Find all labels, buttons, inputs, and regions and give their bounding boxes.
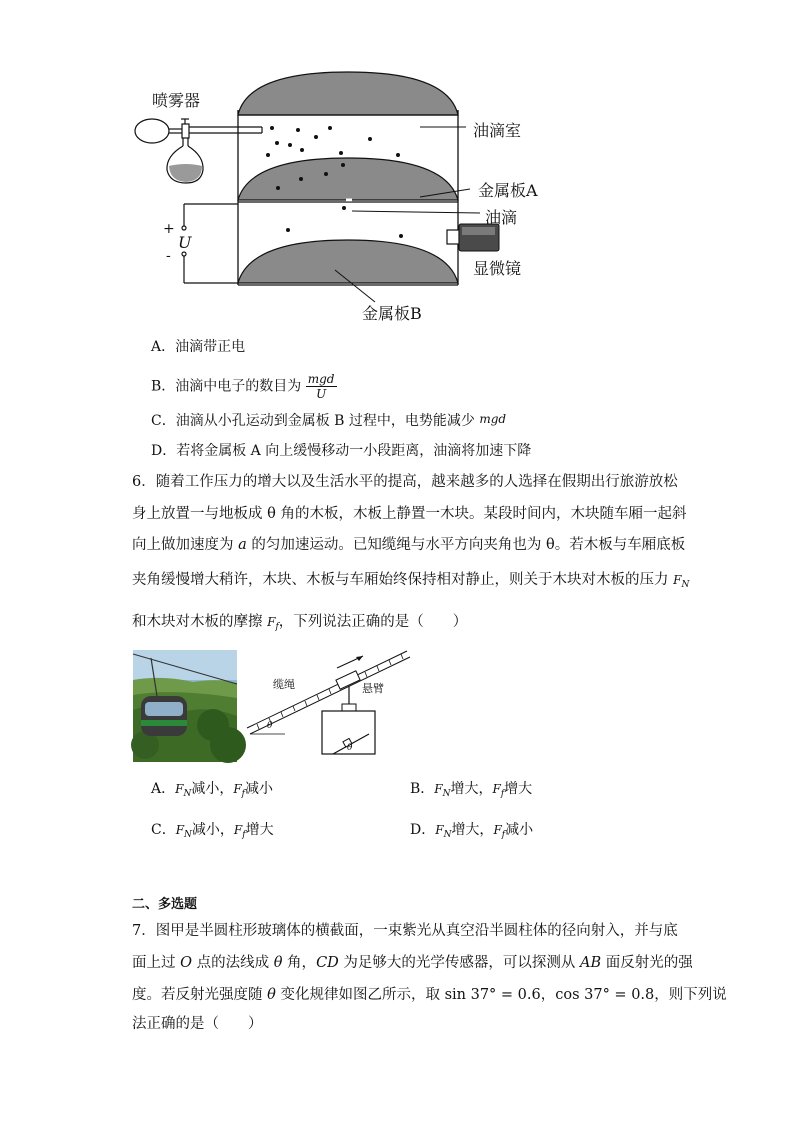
rope-label: 缆绳	[273, 678, 295, 691]
q7-text: ，	[540, 987, 556, 1003]
sprayer-label: 喷雾器	[152, 91, 201, 110]
option-text: 增大	[245, 822, 274, 838]
option-letter: B．	[410, 781, 435, 797]
sin-value: sin 37° = 0.6	[444, 987, 541, 1003]
q6-line-5	[132, 612, 467, 637]
q7-text: 面反射光的强	[601, 955, 693, 971]
plus-terminal-label: +	[163, 221, 175, 237]
droplet-label: 油滴	[485, 208, 518, 227]
option-text: 减小，	[191, 822, 234, 838]
force-symbol: F	[435, 823, 444, 837]
q5-option-b	[151, 372, 337, 401]
force-symbol: F	[492, 782, 501, 796]
q5-option-d: D．若将金属板 A 向上缓慢移动一小段距离，油滴将加速下降	[151, 443, 532, 459]
cos-value: cos 37° = 0.8	[555, 987, 655, 1003]
chamber-top-cap	[238, 72, 458, 115]
q6-line-3-pre: 向上做加速度为	[132, 537, 239, 553]
point-o-symbol: O	[180, 955, 192, 971]
cable-car-schematic	[245, 648, 425, 758]
force-symbol: F	[434, 782, 443, 796]
q6-option-c	[151, 820, 274, 845]
force-subscript: f	[241, 789, 245, 799]
force-symbol: F	[673, 573, 682, 587]
minus-terminal-label: -	[166, 248, 171, 264]
option-letter: D．	[410, 822, 436, 838]
q6-line-5-pre: 和木块对木板的摩擦	[132, 614, 268, 630]
q6-option-a	[151, 779, 273, 804]
q7-text: 变化规律如图乙所示，取	[275, 987, 445, 1003]
force-subscript: f	[500, 789, 505, 799]
cable-car-photo	[133, 650, 237, 762]
force-symbol: F	[233, 823, 243, 837]
force-symbol: F	[233, 782, 242, 796]
force-subscript: N	[681, 580, 690, 590]
section-heading: 二、多选题	[132, 897, 198, 912]
force-subscript: N	[442, 789, 451, 799]
force-symbol: F	[175, 823, 185, 837]
force-subscript: N	[183, 789, 192, 799]
theta-symbol: θ	[273, 955, 283, 971]
q6-option-b	[410, 779, 532, 804]
microscope-label: 显微镜	[473, 259, 522, 278]
option-text: 减小	[505, 822, 534, 838]
q7-line-4: 法正确的是（ ）	[132, 1016, 263, 1032]
force-symbol: F	[267, 615, 276, 629]
cd-symbol: CD	[316, 955, 339, 971]
oil-drop-apparatus-figure	[0, 0, 794, 330]
board-angle-label: θ	[347, 743, 353, 753]
q5-option-c	[151, 409, 506, 431]
voltage-label: U	[178, 233, 192, 252]
option-letter: C．	[151, 822, 176, 838]
theta-symbol: θ	[267, 987, 276, 1003]
force-subscript: f	[275, 622, 279, 632]
option-letter: A．	[151, 781, 176, 797]
metal-plate-b	[238, 240, 458, 283]
metal-plate-a	[238, 158, 458, 200]
q6-line-3-post: 的匀加速运动。已知缆绳与水平方向夹角也为 θ。若木板与车厢底板	[246, 537, 686, 553]
q7-line-1: 7．图甲是半圆柱形玻璃体的横截面，一束紫光从真空沿半圆柱体的径向射入，并与底	[132, 923, 678, 939]
q7-text: 点的法线成	[192, 955, 274, 971]
q6-line-4-pre: 夹角缓慢增大稍许，木块、木板与车厢始终保持相对静止，则关于木块对木板的压力	[132, 572, 674, 588]
acceleration-symbol: a	[238, 537, 247, 553]
arm-label: 悬臂	[362, 682, 384, 695]
q7-text: 为足够大的光学传感器，可以探测从	[338, 955, 581, 971]
q7-text: 角，	[282, 955, 317, 971]
q6-line-5-post: ，下列说法正确的是（ ）	[278, 614, 468, 630]
q5-option-a: A．油滴带正电	[151, 339, 246, 355]
force-subscript: f	[242, 830, 246, 840]
q5-option-b-fraction	[306, 372, 337, 401]
force-subscript: f	[501, 830, 506, 840]
sprayer-device	[135, 119, 262, 183]
force-subscript: N	[443, 830, 452, 840]
option-text: 减小，	[191, 781, 234, 797]
plate-b-label: 金属板B	[362, 304, 422, 323]
q7-text: 度。若反射光强度随	[132, 987, 268, 1003]
q5-option-c-expr: mgd	[479, 412, 507, 426]
option-text: 减小	[245, 781, 273, 797]
q6-line-3	[132, 535, 685, 555]
option-text: 增大，	[451, 822, 494, 838]
chamber-label: 油滴室	[473, 121, 522, 140]
option-text: 增大	[504, 781, 533, 797]
q7-line-3	[132, 985, 727, 1005]
q6-line-2: 身上放置一与地板成 θ 角的木板，木板上静置一木块。某段时间内，木块随车厢一起斜	[132, 506, 687, 522]
q7-line-2	[132, 953, 693, 973]
option-text: 增大，	[450, 781, 493, 797]
q7-text: ，则下列说	[654, 987, 727, 1003]
cable-angle-label: θ	[267, 721, 273, 731]
q6-option-d	[410, 820, 533, 845]
plate-a-label: 金属板A	[478, 181, 538, 200]
q5-option-c-text: C．油滴从小孔运动到金属板 B 过程中，电势能减少	[151, 413, 475, 429]
ab-symbol: AB	[580, 955, 602, 971]
force-symbol: F	[493, 823, 502, 837]
fraction-numerator: mgd	[307, 372, 335, 386]
force-symbol: F	[175, 782, 184, 796]
force-subscript: N	[184, 830, 192, 840]
microscope-icon	[447, 224, 499, 251]
q6-line-1: 6．随着工作压力的增大以及生活水平的提高，越来越多的人选择在假期出行旅游放松	[132, 474, 678, 490]
q6-line-4	[132, 570, 689, 595]
q7-text: 面上过	[132, 955, 181, 971]
q5-option-b-text: B．油滴中电子的数目为	[151, 378, 302, 395]
fraction-denominator: U	[316, 387, 327, 401]
